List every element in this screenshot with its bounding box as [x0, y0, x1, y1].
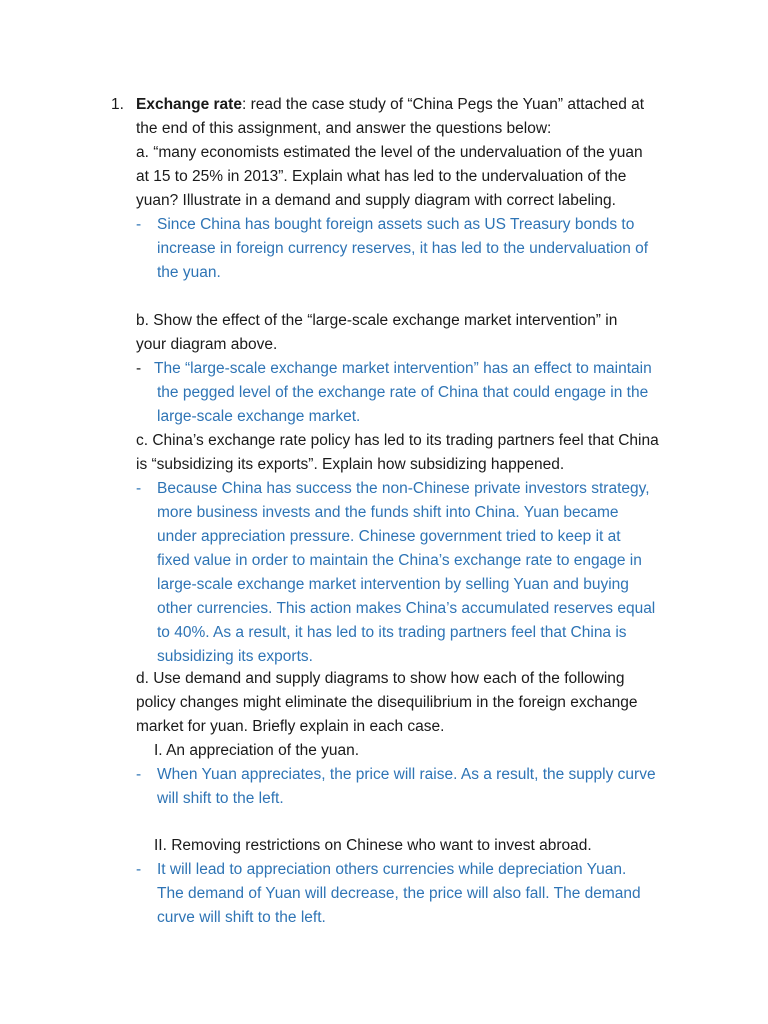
part-d-line: d. Use demand and supply diagrams to show how each of the following: [136, 670, 625, 687]
question-intro-line-2: the end of this assignment, and answer the questions below:: [136, 120, 552, 137]
answer-a-bullet: -: [136, 216, 142, 233]
answer-c-line: other currencies. This action makes China’s accumulated reserves equal: [157, 600, 656, 617]
question-intro-line-1: [136, 93, 644, 117]
question-title: Exchange rate: [136, 96, 242, 113]
answer-b-line: the pegged level of the exchange rate of China that could engage in the: [157, 384, 649, 401]
question-intro-rest: : read the case study of “China Pegs the Yuan” attached at: [241, 96, 645, 113]
part-d-ii-label: II. Removing restrictions on Chinese who want to invest abroad.: [154, 837, 592, 854]
part-c-line: c. China’s exchange rate policy has led to its trading partners feel that China: [136, 432, 659, 449]
part-a-line: at 15 to 25% in 2013”. Explain what has led to the undervaluation of the: [136, 168, 627, 185]
part-b-line: your diagram above.: [136, 336, 278, 353]
answer-c-line: more business invests and the funds shift into China. Yuan became: [157, 504, 619, 521]
answer-d-i-line: will shift to the left.: [157, 790, 284, 807]
part-d-line: policy changes might eliminate the disequilibrium in the foreign exchange: [136, 694, 638, 711]
answer-a-line: increase in foreign currency reserves, it has led to the undervaluation of: [157, 240, 649, 257]
question-number: 1.: [111, 96, 124, 113]
part-a-line: yuan? Illustrate in a demand and supply diagram with correct labeling.: [136, 192, 616, 209]
answer-b-bullet: -: [136, 360, 142, 377]
answer-c-bullet: -: [136, 480, 142, 497]
answer-d-ii-line: It will lead to appreciation others currencies while depreciation Yuan.: [157, 861, 627, 878]
answer-d-i-line: When Yuan appreciates, the price will raise. As a result, the supply curve: [157, 766, 656, 783]
answer-c-line: fixed value in order to maintain the China’s exchange rate to engage in: [157, 552, 642, 569]
answer-d-ii-line: curve will shift to the left.: [157, 909, 326, 926]
part-c-line: is “subsidizing its exports”. Explain how subsidizing happened.: [136, 456, 565, 473]
answer-c-line: under appreciation pressure. Chinese government tried to keep it at: [157, 528, 621, 545]
answer-c-line: to 40%. As a result, it has led to its trading partners feel that China is: [157, 624, 627, 641]
answer-a-line: Since China has bought foreign assets such as US Treasury bonds to: [157, 216, 635, 233]
answer-b-line: The “large-scale exchange market intervention” has an effect to maintain: [154, 360, 652, 377]
answer-c-line: large-scale exchange market intervention by selling Yuan and buying: [157, 576, 629, 593]
answer-c-line: Because China has success the non-Chinese private investors strategy,: [157, 480, 650, 497]
answer-d-ii-bullet: -: [136, 861, 142, 878]
part-a-line: a. “many economists estimated the level of the undervaluation of the yuan: [136, 144, 643, 161]
answer-c-line: subsidizing its exports.: [157, 648, 313, 665]
part-d-line: market for yuan. Briefly explain in each case.: [136, 718, 445, 735]
part-b-line: b. Show the effect of the “large-scale exchange market intervention” in: [136, 312, 618, 329]
answer-d-ii-line: The demand of Yuan will decrease, the price will also fall. The demand: [157, 885, 641, 902]
answer-b-line: large-scale exchange market.: [157, 408, 361, 425]
answer-a-line: the yuan.: [157, 264, 221, 281]
answer-d-i-bullet: -: [136, 766, 142, 783]
part-d-i-label: I. An appreciation of the yuan.: [154, 742, 360, 759]
